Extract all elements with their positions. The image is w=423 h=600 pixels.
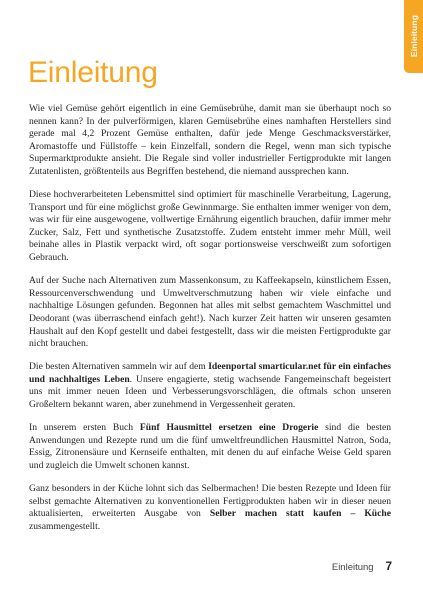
- text-run: Wie viel Gemüse gehört eigentlich in eine Gemüsebrühe, damit man sie überhaupt noch so nennen kann? In der pulverförmigen, klaren Gemüsebrühe eines namhaften Herstellers sind gerade mal 4,2 Prozent Gemüse enthalten, dafür jede Menge Geschmacksverstärker, Aromastoffe und Füllstoffe – kein Einzelfall, sondern die Regel, wenn man sich typische Supermarktprodukte ansieht. Die Regale sind voller industrieller Fertigprodukte mit langen Zutatenlisten, größtenteils aus Begriffen bestehend, die niemand aussprechen kann.: [29, 103, 391, 177]
- paragraph: [29, 103, 391, 179]
- text-run: sind die besten Anwendungen und Rezepte rund um die fünf umweltfreundlichen Hausmittel Natron, Soda, Essig, Zitronensäure und Kernseife enthalten, mit denen du auf einfache Weise Geld sparen und zugleich die Umwelt schonen kannst.: [29, 422, 391, 471]
- body-text: [29, 103, 391, 544]
- bold-text: Selber machen statt kaufen – Küche: [209, 508, 391, 520]
- paragraph: [29, 483, 391, 533]
- text-run: In unserem ersten Buch: [29, 422, 140, 434]
- paragraph: [29, 361, 391, 411]
- chapter-side-tab-label: Einleitung: [408, 15, 419, 58]
- page-number: 7: [385, 561, 392, 573]
- bold-text: Fünf Hausmittel ersetzen eine Drogerie: [139, 422, 319, 434]
- text-run: Auf der Suche nach Alternativen zum Massenkonsum, zu Kaffeekapseln, künstlichem Essen, Ressourcenverschwendung und Umweltverschmutzung haben wir viele einfache und nachhaltige Lösungen gefunden. Begonnen hat alles mit selbst gemachtem Waschmittel und Deodorant (was überraschend einfach geht!). Nach kurzer Zeit hatten wir unseren gesamten Haushalt auf den Kopf gestellt und dabei festgestellt, dass wir die meisten Fertigprodukte gar nicht brauchen.: [29, 275, 391, 350]
- paragraph: [29, 189, 391, 265]
- text-run: Die besten Alternativen sammeln wir auf dem: [29, 361, 209, 373]
- footer-chapter-name: Einleitung: [331, 562, 374, 573]
- paragraph: [29, 422, 391, 472]
- page-footer: [332, 561, 392, 573]
- chapter-side-tab: [404, 0, 423, 73]
- text-run: . Unsere engagierte, stetig wachsende Fangemeinschaft begeistert uns mit immer neuen Ideen und Verbesserungsvorschlägen, die oftmals schon unseren Großeltern bekannt waren, aber zunehmend in Vergessenheit geraten.: [29, 373, 391, 410]
- page-title: Einleitung: [28, 56, 158, 89]
- text-run: Diese hochverarbeiteten Lebensmittel sind optimiert für maschinelle Verarbeitung, Lagerung, Transport und für eine möglichst große Gewinnmarge. Sie enthalten immer weniger von dem, was wir für eine ausgewogene, vollwertige Ernährung eigentlich brauchen, dafür immer mehr Zucker, Salz, Fett und synthetische Zusatzstoffe. Zudem entsteht immer mehr Müll, weil beinahe alles in Plastik verpackt wird, oft sogar portionsweise verschweißt zum sofortigen Gebrauch.: [29, 189, 391, 264]
- bold-text: Ideenportal smarticular.net für ein einfaches und nachhaltiges Leben: [29, 361, 391, 385]
- text-run: zusammengestellt.: [29, 520, 101, 532]
- paragraph: [29, 275, 391, 351]
- text-run: Ganz besonders in der Küche lohnt sich das Selbermachen! Die besten Rezepte und Ideen für selbst gemachte Alternativen zu konventionellen Fertigprodukten haben wir in dieser neuen aktualisierten, erweiterten Ausgabe von: [29, 482, 391, 520]
